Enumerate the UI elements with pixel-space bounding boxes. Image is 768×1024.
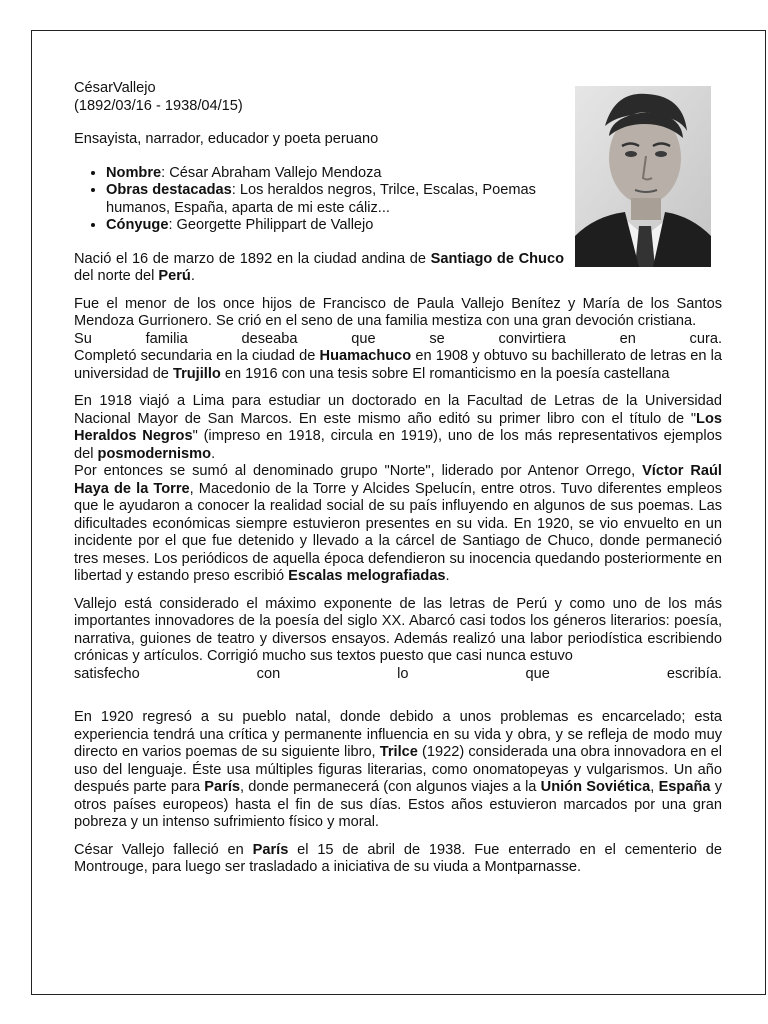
fact-spouse: • Cónyuge: Georgette Philippart de Vallejo bbox=[106, 217, 564, 235]
paragraph-trilce: En 1920 regresó a su pueblo natal, donde debido a unos problemas es encarcelado; esta experiencia tendrá una crítica y permanente influencia en su vida y obra, y se refleja de modo muy directo en varios poemas de su siguiente libro, Trilce (1922) considerada una obra innovadora en el uso del lenguaje. Éste usa múltiples figuras literarias, como onomatopeyas y vulgarismos. Un año después parte para París, donde permanecerá (con algunos viajes a la Unión Soviética, España y otros países europeos) hasta el fin de sus días. Estos años estuvieron marcados por una gran pobreza y un intenso sufrimiento físico y moral. bbox=[74, 709, 723, 830]
biography-text bbox=[74, 80, 722, 877]
paragraph-legacy: Vallejo está considerado el máximo exponente de las letras de Perú y como uno de los más importantes innovadores de la poesía del siglo XX. Abarcó casi todos los géneros literarios: poesía, narrativa, guiones de teatro y diversos ensayos. Además realizó una labor periodística escribiendo crónicas y artículos. Corrigió mucho sus textos puesto que casi nunca estuvo satisfecho con lo que escribía. bbox=[74, 595, 722, 682]
fact-works: • Obras destacadas: Los heraldos negros, Trilce, Escalas, Poemas humanos, España, aparta de mi este cáliz... bbox=[106, 182, 564, 217]
name-line: CésarVallejo bbox=[74, 80, 156, 96]
fact-name: • Nombre: César Abraham Vallejo Mendoza bbox=[106, 165, 564, 183]
paragraph-birth: Nació el 16 de marzo de 1892 en la ciudad andina de Santiago de Chuco del norte del Perú. bbox=[74, 250, 564, 284]
facts-list bbox=[74, 165, 564, 235]
dates-line: (1892/03/16 - 1938/04/15) bbox=[74, 97, 243, 114]
paragraph-family: Fue el menor de los once hijos de Francisco de Paula Vallejo Benítez y María de los Santos Mendoza Gurrionero. Se crió en el seno de una familia mestiza con una gran devoción cristiana. Su familia deseaba que se convirtiera en cura. Completó secundaria en la ciudad de Huamachuco en 1908 y obtuvo su bachillerato de letras en la universidad de Trujillo en 1916 con una tesis sobre El romanticismo en la poesía castellana bbox=[74, 295, 722, 382]
paragraph-lima: En 1918 viajó a Lima para estudiar un doctorado en la Facultad de Letras de la Universidad Nacional Mayor de San Marcos. En este mismo año editó su primer libro con el título de "Los Heraldos Negros" (impreso en 1918, circula en 1919), uno de los más representativos ejemplos del posmodernismo. Por entonces se sumó al denominado grupo "Norte", liderado por Antenor Orrego, Víctor Raúl Haya de la Torre, Macedonio de la Torre y Alcides Spelucín, entre otros. Tuvo diferentes empleos que le ayudaron a conocer la realidad social de su país influyendo en algunos de sus poemas. Las dificultades económicas siempre estuvieron presentes en su vida. En 1920, se vio envuelto en un incidente por el que fue detenido y llevado a la cárcel de Santiago de Chuco, donde permaneció tres meses. Los periódicos de aquella época defendieron su inocencia quedando posteriormente en libertad y estando preso escribió Escalas melografiadas. bbox=[74, 393, 722, 584]
description-line: Ensayista, narrador, educador y poeta peruano bbox=[74, 131, 379, 147]
paragraph-death: César Vallejo falleció en París el 15 de abril de 1938. Fue enterrado en el cementerio de Montrouge, para luego ser trasladado a iniciativa de su viuda a Montparnasse. bbox=[74, 841, 722, 875]
